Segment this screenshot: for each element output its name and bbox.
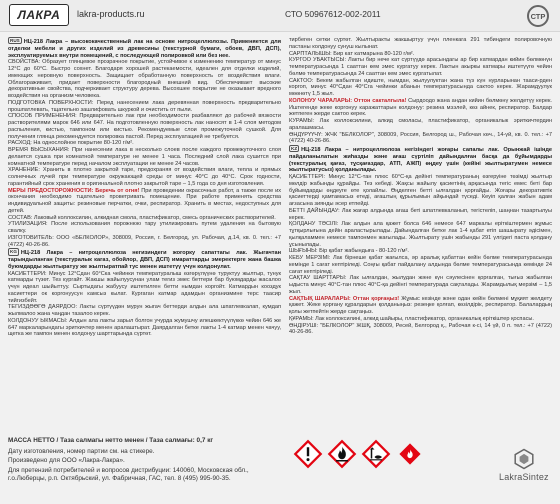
claims-contact: Для претензий потребителей и вопросов дистрибуции: 140060, Московская обл., г.о.Люберцы, р.п. Октябрьский, ул. Фабричная, ГАС, тел. 8 (495) 995-90-35. bbox=[8, 467, 249, 482]
ko-intro bbox=[8, 248, 281, 270]
kz-composition: ҚҰРАМЫ: Лак коллоксилині, алкид шайыры, пластификатор, органикалық еріткіштер қоспасы. bbox=[289, 315, 534, 322]
kz-intro bbox=[289, 145, 552, 174]
left-column bbox=[8, 37, 281, 338]
kg-precautions bbox=[289, 98, 552, 118]
ru-preparation: ПОДГОТОВКА ПОВЕРХНОСТИ: Перед нанесением лака деревянная поверхность предварительно прошпатлевать, тщательно зашлифовать шкуркой и очистить от пыли. bbox=[8, 99, 281, 113]
right-column bbox=[289, 37, 552, 336]
brand-mark-icon bbox=[513, 448, 535, 470]
kz-consumption: ШЫҒЫНЫ: Бір қабат жабындыға - 80-120 г/м². bbox=[289, 248, 409, 255]
ko-preparation: ТЕГИЗДӨӨГӨ ДАЯРДОО: Лакты сүртүүдөн мурун жыгач беттерди алдын ала шпатлевкалап, кумдап жылмалоо жана чаңдан тазалоо керек. bbox=[8, 304, 281, 317]
ru-composition: СОСТАВ: Лаковый коллоксилин, алкидная смола, пластификатор, смесь органических растворителей. bbox=[8, 214, 276, 221]
ru-precautions-text: При проведении окрасочных работ, а также после их окончания необходимо тщательно проветривать помещение. При работе применять средства индивидуальной защиты: резиновые перчатки, очки, респиратор. Хранить в местах, недоступных для детей. bbox=[8, 187, 281, 214]
ko-p1: НЦ-218 Лакра – нитроцеллюлоза негизиндеги жогорку сапаттагы лак. Жыгачтан тарындыланган (текстуралык кагаз, обойлор, ДВП, ДСП) имараттарды эмеректерге жана башка буюмдарды жылтыратуу же жылтыратпай тус менен иштетүү үчүн колдонулат. bbox=[8, 250, 281, 270]
label-header bbox=[0, 0, 560, 32]
ru-application: СПОСОБ ПРИМЕНЕНИЯ: Предварительно лак при необходимости разбавляют до рабочей вязкости растворителями марок 646 или 647. На подготовленную поверхность лак наносят в 1-4 слоя методом распыления, кистью, тампоном или кистью. Рекомендуемые слои промежуточной сушкой. Для получения глянца рекомендуется полировка пастой. Перед эксплуатацией не требуется. bbox=[8, 113, 281, 140]
lang-tag-ru: RUS bbox=[10, 38, 20, 43]
certification-mark-icon: СТР bbox=[527, 5, 549, 27]
lang-tag-kg: KG bbox=[10, 249, 17, 255]
kz-preparation: БЕТТІ ДАЙЫНДАУ: Лак жағар алдында ағаш беті шпатлевкаланып, тегістеліп, шаңнан тазартылуы керек. bbox=[289, 207, 552, 221]
lakrasintez-logo bbox=[499, 448, 555, 488]
flame-icon bbox=[327, 439, 357, 469]
exclamation-icon bbox=[293, 439, 323, 469]
brand-name: LakraSintez bbox=[499, 472, 549, 482]
ru-properties: СВОЙСТВА: Образует глянцевое прозрачное покрытие, устойчивое к изменению температур от минус 12°С до 60°С. Быстро сохнет. Благодаря хорошей растекаемости, идеален для отделки изделий, имеющих неровную поверхность. Защищает обработанную поверхность от воздействия влаги. Облагораживает, придает поверхности благородный внешний вид. Обеспечивает высокие декоративные свойства, подчеркивает структуру дерева. Высохшее покрытие не оказывает вредного воздействия на организм человека. bbox=[8, 59, 281, 99]
kg-warning: КОЛОНУУ ЧАРАЛАРЫ: Оттон сакталгыла! bbox=[289, 97, 407, 104]
lang-tag-kz: KZ bbox=[291, 146, 298, 151]
kz-application: ҚОЛДАНУ ТӘСІЛІ: Лак алдын ала қажет болса 646 немесе 647 маркалы еріткіштермен жұмыс тұтқырлығына дейін араластырылады. Дайындалған бетке лак 1-4 қабат етіп шашырату әдісімен, қылқаламмен немесе тампонмен жағылады. Жылтырату үшін жабынды 291 үлгідегі паста қолдану ұсынылады. bbox=[289, 221, 552, 248]
kg-consumption: САРПТАЛЫШЫ: Бир кат катмарына 80-120 г/м². bbox=[289, 50, 415, 57]
kz-storage: САҚТАУ ШАРТТАРЫ: Лак ылғалдан, жылудан және күн сәулесінен қорғалған, тығыз жабылған ыдыста минус 40°С-тан плюс 40°С-қа дейінгі температурада сақталады. Жарамдылық мерзімі – 1,5 жыл. bbox=[289, 275, 552, 295]
ko-properties: КАСИЕТТЕРИ: Минус 12°Сдан 60°Ска чейинки температуралыш өзгөрүлүүнө туруктуу жылтыр, тунук катмарды түзөт. Тез кургайт. Жакшы жайылуусунан улам тегиз эмес беттери бар буюмдарды жасалоо үчүн идеал шыйыттуу. Сыртыдагы жабуусу иштетилген бетти нымдан коргойт. Катмардын кооздук касиеттери ок коргонуусун камсыз кылат. Кургаган катмар адамдын организмине терс таасир тийгизбейт. bbox=[8, 270, 281, 304]
ru-consumption: РАСХОД: На однослойное покрытие 80-120 г/м². bbox=[8, 140, 134, 147]
ru-precautions bbox=[8, 188, 281, 215]
environment-icon bbox=[361, 439, 391, 469]
kz-precautions-text: Жұмыс кезінде және одан кейін бөлмені мұқият желдету қажет. Жеке қорғану құралдарын қолданыңыз: резеңке қолғап, көзілдірік, респиратор. Балалардың қолы жетпейтін жерде сақтаңыз. bbox=[289, 295, 552, 315]
kz-p1: НЦ-218 Лакра – нитроцеллюлоза негізіндегі жоғары сапалы лак. Орынжай ішінде пайдаланылатын жиһазды және ағаш сүртіліп дайындалған басқа да бұйымдарды (текстуралық қағаз, тұсқағаздар, АТП, АЖП) өңдеу үшін (кейіні жылтыратумен немесе жылтыратусыз) қолданылады. bbox=[289, 147, 552, 174]
kz-drying: КЕБУ МЕРЗІМІ: Лак бірнеше қабат жағылса, әр аралық қабаттан кейін бөлме температурасында кемінде 1 сағат кептіріледі. Соңғы қабат пайдалану алдында бөлме температурасында кемінде 24 сағат кептіріледі. bbox=[289, 255, 552, 275]
ru-warning: МЕРЫ ПРЕДОСТОРОЖНОСТИ: Беречь от огня! bbox=[8, 187, 140, 194]
net-weight bbox=[8, 437, 281, 445]
kz-properties: ҚАСИЕТТЕРІ: Минус 12°С-тан плюс 60°С-қа дейінгі температураның өзгеруіне төзімді жылтыр мөлдір жабынды құрайды. Тез кебеді. Жақсы жайылу қасиетінің арқасында тегіс емес беті бар бұйымдарды өңдеуге өте қолайлы. Өңделген бетті ылғалдан қорғайды. Жоғары декоративтік қасиеттерді қамтамасыз етеді, ағаштың құрылымын айқындай түседі. Кеуіп қалған жабын адам ағзасына зиянды әсер етпейді. bbox=[289, 174, 552, 207]
ru-drying: ВРЕМЯ ВЫСЫХАНИЯ: При нанесении лака в несколько слоев после каждого промежуточного слоя делается сушка при комнатной температуре не менее 1 часа. Последний слой лака сушится при комнатной температуре перед началом эксплуатации не менее 24 часов. bbox=[8, 147, 281, 167]
ru-intro bbox=[8, 37, 281, 59]
ru-manufacturer: ИЗГОТОВИТЕЛЬ: ООО «БЕЛКОЛОР», 308009, Россия, г. Белгород, ул. Рабочая, д.14, кв. 0. тел.: +7 (4722) 40-26-86. bbox=[8, 234, 281, 248]
kz-precautions bbox=[289, 296, 552, 316]
kg-composition: КУРАМЫ: Лак коллоксилини, алкид смоласы, пластификатор, органикалык эриткичтердин аралашмасы. bbox=[289, 118, 552, 131]
website-url: lakra-products.ru bbox=[77, 9, 145, 19]
standard-number: СТО 50967612-002-2011 bbox=[285, 9, 381, 19]
hazard-pictograms bbox=[289, 437, 459, 471]
ru-disposal: УТИЛИЗАЦИЯ: После использования порожнюю тару утилизировать путем удаления на бытовую свалку. bbox=[8, 221, 281, 234]
ru-p1: НЦ-218 Лакра – высококачественный лак на основе нитроцеллюлозы. Применяется для отделки мебели и других изделий из древесины (текстурной бумаги, обоев, ДВП, ДСП), эксплуатируемых внутри помещений, с последующей полировкой или без нее. bbox=[8, 39, 281, 59]
ko-application: КОЛДОНУУ ЫКМАСЫ: Алдын ала лакты зарыл болгон учурда жумушчу илешкектүүлүккө чейин 646 же 647 маркаларындагы эриткичтер менен аралаштырат. Даярдалган бетке лакты 1-4 катмар менен чачуу, щетка же тампон менен колдонуу шарттарында сүртөт. bbox=[8, 317, 281, 338]
kg-manufacturer: ӨНДҮРҮҮЧҮ: ЖЧК "БЕЛКОЛОР", 308009, Россия, Белгород ш., Рабочая көч., 14-үй, кв. 0. тел.: +7 (4722) 40-26-86. bbox=[289, 131, 552, 145]
kg-drying: КУРГОО УБАКТЫСЫ: Лакты бир нече кат сүртүүдө арасындагы ар бир катмардан кийин бөлмөнүн температурасында 1 сааттан кем эмес кургатуу керек. Лактын акыркы катмары иштетүүгө чейин бөлмө температурасында 24 сааттан кем эмес кургатылат. bbox=[289, 57, 552, 77]
lakra-logo: ЛАКРА bbox=[9, 4, 69, 26]
ru-storage: ХРАНЕНИЕ: Хранить в плотно закрытой таре, предохраняя от воздействия влаги, тепла и прямых солнечных лучей при температуре окружающей среды от минус 40°С до 40°С. Срок годности, гарантийный срок хранения в оригинальной плотно закрытой таре – 1,5 года со дня изготовления. bbox=[8, 167, 281, 187]
kg-application-cont: тирбеген сетки сүртөт. Жылтыракты жакшыртуу үчүн пленкага 291 тибиндеги полировочную пастаны колдонуу сунуш кылынат. bbox=[289, 37, 552, 50]
kg-precautions-text: Сырдоодо жана андан кийин бөлмөнү желдетүү керек. Иштегенде жеке коргонуу каражаттарын колдонуу: резина мээлей, көз айнек, респиратор. Балдар жетпеген жерде сактоо керек. bbox=[289, 97, 552, 118]
produced-for: Произведено для ООО «Лакра-Лакра». bbox=[8, 457, 125, 464]
kg-storage: САКТОО: Бекем жабылган идиште, нымдан, жылуулуктан жана түз күн нурларынан тааси-рден коргоп, минус 40°Cдан 40°Cга чейинки абанын температурасында сактоо керек. Жарамдуулук мөөнөтү 1,5 жыл. bbox=[289, 77, 552, 97]
production-date: Дату изготовления, номер партии см. на стикере. bbox=[8, 448, 155, 455]
kz-warning: САҚТЫҚ ШАРАЛАРЫ: Оттан қорғаңыз! bbox=[289, 295, 400, 302]
kz-manufacturer: ӨНДІРУШІ: "БЕЛКОЛОР" ЖШҚ, 308009, Ресей, Белгород қ., Рабочая к-сі, 14 үй, 0 п. тел.: +7 (4722) 40-26-86. bbox=[289, 322, 552, 336]
net-weight-text: МАССА НЕТТО / Таза салмагы нетто менен / Таза салмағы: 0,7 кг bbox=[8, 437, 214, 444]
red-hazard-sign bbox=[395, 439, 425, 469]
